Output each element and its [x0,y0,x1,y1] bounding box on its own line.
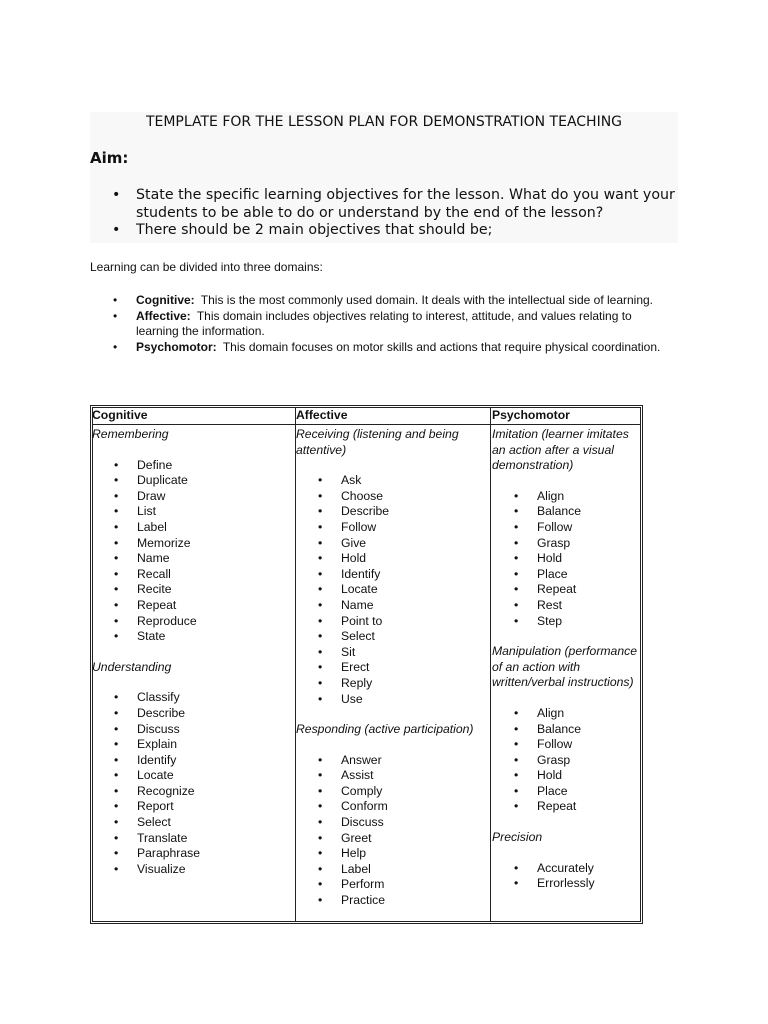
verb-text: Step [537,613,563,628]
verb-text: Name [137,551,170,566]
bullet: • [114,768,119,783]
bullet: • [114,815,119,830]
bullet: • [514,519,519,534]
bullet: • [318,519,323,534]
bullet: • [114,582,119,597]
verb-text: Reply [341,675,373,690]
verb-item [492,753,640,769]
domains-intro: Learning can be divided into three domains: [90,260,323,274]
bullet: • [114,705,119,720]
bullet: • [318,629,323,644]
bullet: • [514,551,519,566]
verb-text: Answer [341,752,382,767]
verb-item [92,614,292,630]
bullet: • [318,768,323,783]
verb-text: Define [137,457,173,472]
verb-text: Balance [537,721,582,736]
bullet: • [114,457,119,472]
verb-text: Name [341,597,374,612]
bullet: • [514,721,519,736]
bullet: • [318,644,323,659]
affective-column [296,408,489,924]
verb-list [296,753,489,909]
verb-text: State [137,629,166,644]
bullet: • [514,582,519,597]
verb-text: Paraphrase [137,846,201,861]
verb-text: Recite [137,582,172,597]
verb-item [492,784,640,800]
bullet: • [114,488,119,503]
verb-item [92,567,292,583]
domain-name: Cognitive: [136,293,195,307]
verb-item [92,520,292,536]
bullet: • [114,846,119,861]
verb-item [296,504,489,520]
bullet: • [514,597,519,612]
psychomotor-column [492,408,640,907]
bullet: • [318,551,323,566]
aim-point-text: State the specific learning objectives for the lesson. What do you want your students to be able to do or understand by the end of the lesson? [136,187,675,221]
verb-item [92,846,292,862]
bullet: • [318,691,323,706]
verb-item [92,737,292,753]
verb-text: Hold [537,768,563,783]
section-label: Manipulation (performance of an action with written/verbal instructions) [492,644,637,690]
verb-item [296,629,489,645]
verb-text: Identify [341,566,381,581]
bullet: • [114,830,119,845]
bullet: • [318,488,323,503]
domain-item [90,309,670,340]
bullet: • [318,830,323,845]
bullet: • [318,566,323,581]
verb-item [296,768,489,784]
bullet: • [113,339,118,354]
bullet: • [318,613,323,628]
aim-points [90,187,678,240]
domain-description: This domain includes objectives relating to interest, attitude, and values relating to learning the information. [136,308,632,339]
verb-text: Label [341,861,371,876]
verb-text: Follow [537,737,573,752]
verb-text: Hold [341,551,367,566]
aim-point [90,222,678,240]
verb-text: Place [537,566,568,581]
verb-text: Select [341,629,375,644]
bullet: • [114,737,119,752]
bullet: • [318,597,323,612]
bullet: • [318,504,323,519]
verb-text: Errorlessly [537,876,595,891]
verb-item [92,629,292,645]
verb-item [92,815,292,831]
bullet: • [514,705,519,720]
domain-name: Psychomotor: [136,339,217,354]
bullet: • [114,629,119,644]
verb-item [492,768,640,784]
bullet: • [114,473,119,488]
verb-text: Recall [137,566,171,581]
bullet: • [114,690,119,705]
verb-text: Recognize [137,783,195,798]
verb-text: Discuss [137,721,180,736]
verb-item [296,815,489,831]
bullet: • [514,799,519,814]
verb-item [492,799,640,815]
verb-list [296,473,489,707]
bullet: • [318,815,323,830]
verb-item [92,582,292,598]
domain-item [90,293,670,309]
bullet: • [112,187,121,203]
verb-text: Describe [137,705,186,720]
domain-item [90,340,670,356]
verb-item [492,737,640,753]
verb-item [92,784,292,800]
bullet: • [114,597,119,612]
bullet: • [514,488,519,503]
verb-item [492,582,640,598]
verb-text: Explain [137,737,177,752]
bullet: • [114,566,119,581]
verb-item [296,614,489,630]
verb-text: Follow [341,519,377,534]
verb-item [492,614,640,630]
verb-text: Give [341,535,367,550]
domain-description: This is the most commonly used domain. It deals with the intellectual side of learning. [200,293,654,307]
verb-text: Visualize [137,861,186,876]
verb-item [92,473,292,489]
verb-item [92,706,292,722]
verb-list [492,706,640,815]
verb-text: Assist [341,768,374,783]
column-header-affective: Affective [296,408,348,422]
bullet: • [114,783,119,798]
verb-text: Repeat [137,597,177,612]
bullet: • [318,799,323,814]
verb-item [92,551,292,567]
verb-item [296,645,489,661]
verb-item [492,536,640,552]
document-title: TEMPLATE FOR THE LESSON PLAN FOR DEMONSTRATION TEACHING [145,114,623,130]
verb-text: Hold [537,551,563,566]
verb-text: Locate [137,768,174,783]
bullet: • [514,876,519,891]
verb-item [492,598,640,614]
verb-text: Accurately [537,860,594,875]
section-label: Receiving (listening and being attentive) [296,427,459,457]
verb-item [92,799,292,815]
section-label: Understanding [92,659,172,674]
column-header-cognitive: Cognitive [92,408,148,422]
verb-item [296,598,489,614]
bullet: • [318,893,323,908]
bullet: • [318,473,323,488]
verb-item [296,582,489,598]
bullet: • [113,308,118,323]
verb-item [296,799,489,815]
bullet: • [514,860,519,875]
bullet: • [514,737,519,752]
verb-item [92,536,292,552]
bullet: • [114,861,119,876]
verb-item [92,753,292,769]
verb-item [296,753,489,769]
verb-text: Label [137,519,167,534]
verb-text: Align [537,705,565,720]
section-label: Precision [492,830,543,845]
bullet: • [318,675,323,690]
verb-text: Choose [341,488,384,503]
verb-item [296,660,489,676]
verb-item [92,598,292,614]
bullet: • [114,799,119,814]
verb-text: Describe [341,504,390,519]
verb-text: Identify [137,752,177,767]
verb-item [296,831,489,847]
verb-text: Discuss [341,815,384,830]
verb-text: Align [537,488,565,503]
bullet: • [318,846,323,861]
verb-item [92,862,292,878]
bullet: • [318,535,323,550]
section-label: Imitation (learner imitates an action after a visual demonstration) [492,427,629,473]
bullet: • [318,752,323,767]
domain-list [90,293,670,355]
verb-item [296,846,489,862]
verb-text: Erect [341,660,370,675]
verb-text: Grasp [537,535,571,550]
verb-item [492,551,640,567]
verb-text: Follow [537,519,573,534]
bullet: • [318,877,323,892]
verb-text: Conform [341,799,388,814]
section-label: Remembering [92,427,169,441]
bullet: • [112,222,121,238]
verb-text: Locate [341,582,378,597]
verb-text: Help [341,846,367,861]
verb-text: Ask [341,473,362,488]
bullet: • [114,752,119,767]
verb-item [92,768,292,784]
verb-text: Memorize [137,535,191,550]
bullet: • [514,613,519,628]
verb-text: Grasp [537,752,571,767]
aim-point-text: There should be 2 main objectives that should be; [136,222,493,238]
verb-text: Rest [537,597,563,612]
column-header-psychomotor: Psychomotor [492,408,570,422]
bullet: • [514,783,519,798]
verb-text: Comply [341,783,383,798]
verb-item [296,692,489,708]
verb-list [492,861,640,892]
verb-item [492,706,640,722]
verb-text: Sit [341,644,356,659]
bullet: • [114,519,119,534]
verb-text: Perform [341,877,385,892]
aim-heading: Aim: [90,149,129,167]
verb-item [492,876,640,892]
bullet: • [318,861,323,876]
verb-item [296,489,489,505]
bullet: • [114,613,119,628]
verb-item [296,520,489,536]
bullet: • [318,783,323,798]
verb-item [492,489,640,505]
bullet: • [514,535,519,550]
verb-item [492,722,640,738]
bullet: • [514,752,519,767]
bullet: • [113,293,118,307]
domain-name: Affective: [136,308,191,323]
verb-item [492,567,640,583]
bullet: • [318,582,323,597]
verb-item [296,862,489,878]
verb-item [492,861,640,877]
verb-text: Repeat [537,582,577,597]
verb-item [296,536,489,552]
aim-point [90,187,678,222]
verb-item [296,893,489,909]
column-divider [490,407,491,922]
verb-list [92,690,292,877]
verb-text: Point to [341,613,383,628]
bullet: • [318,660,323,675]
verb-text: Draw [137,488,166,503]
section-label: Responding (active participation) [296,722,474,737]
verb-item [492,520,640,536]
verb-item [296,784,489,800]
bullet: • [514,566,519,581]
cognitive-column [92,408,292,892]
verb-list [492,489,640,629]
verb-text: Duplicate [137,473,188,488]
verb-text: Translate [137,830,188,845]
verb-item [296,676,489,692]
verb-item [296,567,489,583]
verb-text: Select [137,815,171,830]
verb-item [296,877,489,893]
verb-text: Place [537,783,568,798]
verb-text: Use [341,691,363,706]
verb-text: Greet [341,830,372,845]
verb-list [92,458,292,645]
verb-text: List [137,504,156,519]
verb-item [92,458,292,474]
verb-text: Balance [537,504,582,519]
bullet: • [114,721,119,736]
domain-description: This domain focuses on motor skills and actions that require physical coordination. [222,339,661,354]
bullet: • [514,768,519,783]
verb-item [492,504,640,520]
bullet: • [514,504,519,519]
verb-text: Practice [341,893,386,908]
verb-item [92,831,292,847]
verb-text: Classify [137,690,180,705]
verb-item [92,690,292,706]
verb-item [296,551,489,567]
verb-item [92,489,292,505]
verb-text: Reproduce [137,613,197,628]
verb-text: Report [137,799,174,814]
verb-item [296,473,489,489]
bullet: • [114,551,119,566]
verb-item [92,504,292,520]
bullet: • [114,504,119,519]
verb-text: Repeat [537,799,577,814]
bullet: • [114,535,119,550]
verb-item [92,722,292,738]
